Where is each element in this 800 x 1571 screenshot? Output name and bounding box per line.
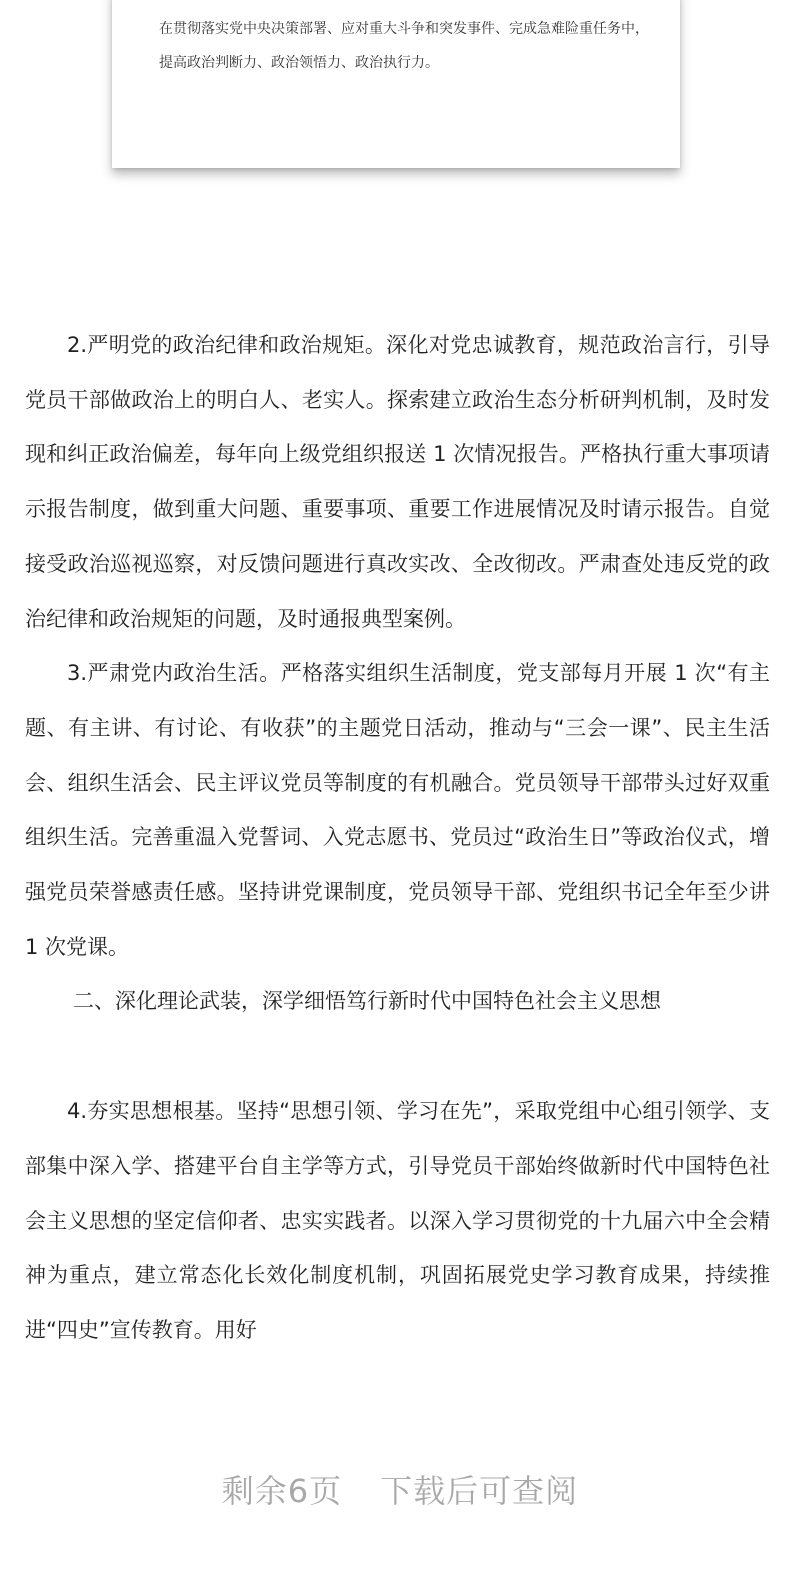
paragraph-4: 4.夯实思想根基。坚持“思想引领、学习在先”，采取党组中心组引领学、支部集中深入学、搭建平台自主学等方式，引导党员干部始终做新时代中国特色社会主义思想的坚定信仰者、忠实实践者。以深入学习贯彻党的十九届六中全会精神为重点，建立常态化长效化制度机制，巩固拓展党史学习教育成果，持续推进“四史”宣传教育。用好 <box>25 1099 770 1342</box>
section-heading-2: 二、深化理论武装，深学细悟笃行新时代中国特色社会主义思想 <box>73 989 661 1014</box>
download-to-read-more-banner[interactable] <box>0 1464 800 1518</box>
paragraph-3: 3.严肃党内政治生活。严格落实组织生活制度，党支部每月开展 1 次“有主题、有主讲、有讨论、有收获”的主题党日活动，推动与“三会一课”、民主生活会、组织生活会、民主评议党员等制度的有机融合。党员领导干部带头过好双重组织生活。完善重温入党誓词、入党志愿书、党员过“政治生日”等政治仪式，增强党员荣誉感责任感。坚持讲党课制度，党员领导干部、党组织书记全年至少讲 1 次党课。 <box>25 661 770 959</box>
excerpt-card <box>112 0 680 168</box>
document-body <box>25 318 770 1358</box>
section-gap <box>25 1029 770 1084</box>
excerpt-card-text: 在贯彻落实党中央决策部署、应对重大斗争和突发事件、完成急难险重任务中，提高政治判断力、政治领悟力、政治执行力。 <box>159 21 649 71</box>
remaining-pages-label: 剩余6页 <box>221 1472 343 1510</box>
download-hint-label: 下载后可查阅 <box>380 1472 579 1510</box>
paragraph-2: 2.严明党的政治纪律和政治规矩。深化对党忠诚教育，规范政治言行，引导党员干部做政治上的明白人、老实人。探索建立政治生态分析研判机制，及时发现和纠正政治偏差，每年向上级党组织报送 1 次情况报告。严格执行重大事项请示报告制度，做到重大问题、重要事项、重要工作进展情况及时请示报告。自觉接受政治巡视巡察，对反馈问题进行真改实改、全改彻改。严肃查处违反党的政治纪律和政治规矩的问题，及时通报典型案例。 <box>25 333 770 631</box>
